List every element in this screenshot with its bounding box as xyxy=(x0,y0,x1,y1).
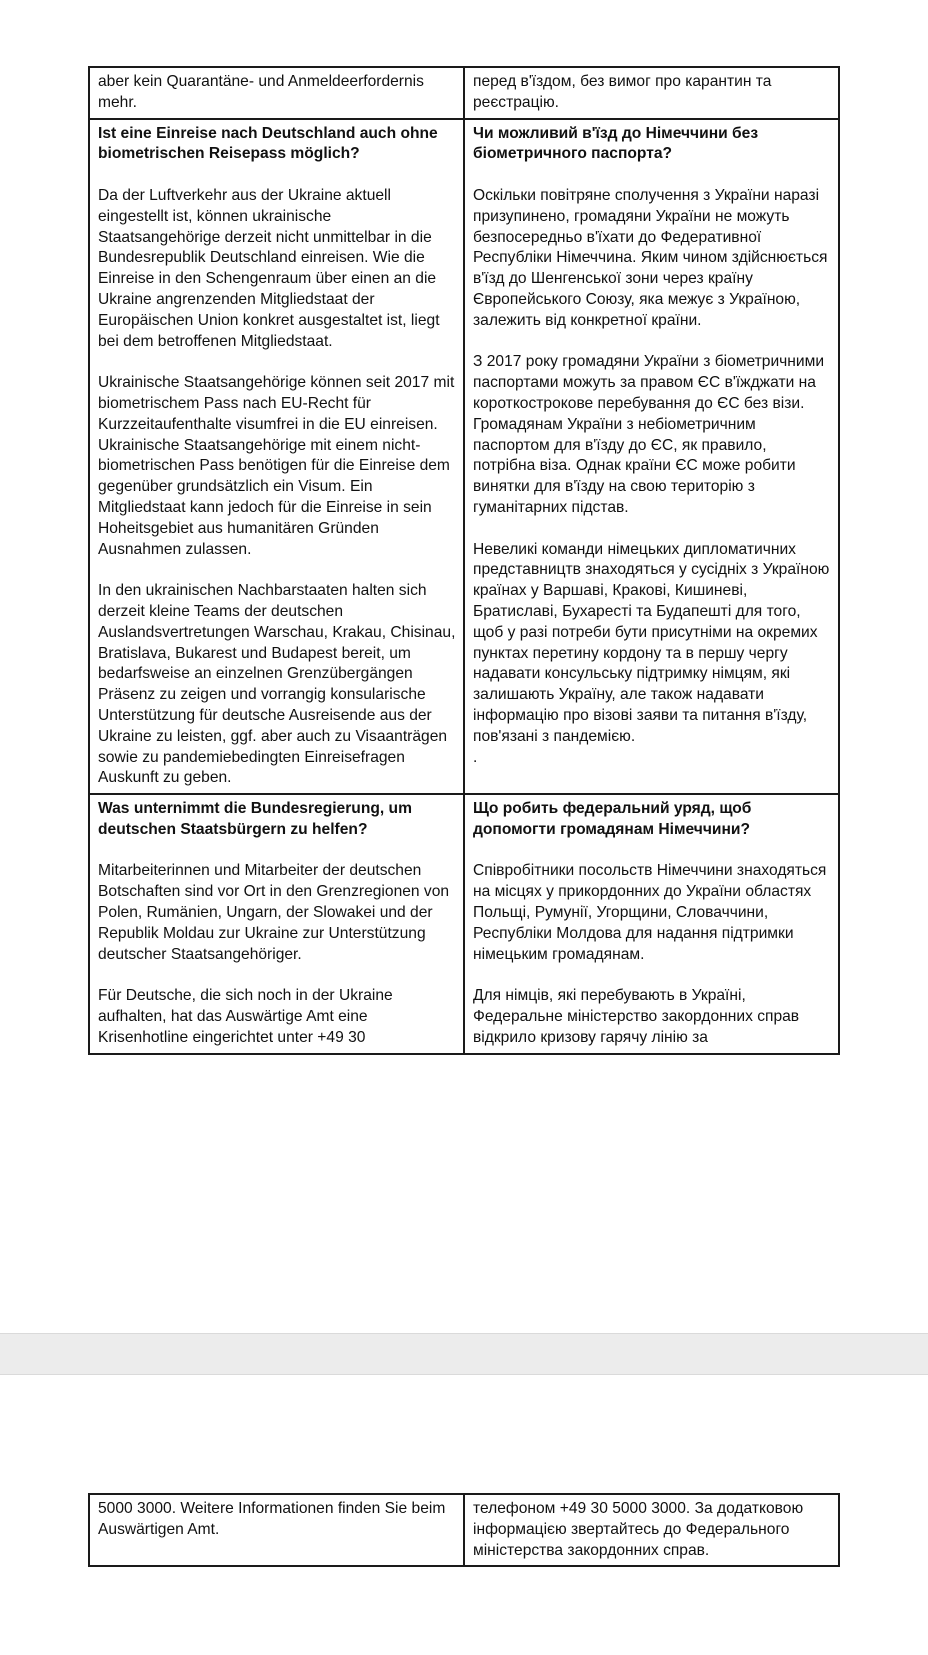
ukrainian-paragraph: Невеликі команди німецьких дипломатичних представництв знаходяться у сусідніх з Україною країнах у Варшаві, Кракові, Кишиневі, Братиславі, Бухаресті та Будапешті для того, щоб у разі потреби бути присутніми на окремих пунктах перетину кордону та в першу чергу надавати консульську підтримку німцям, які залишають Україну, але також надавати інформацію про візові заяви та питання в'їзду, пов'язані з пандемією. xyxy=(473,540,830,745)
ukrainian-cell xyxy=(464,1494,839,1566)
german-paragraph: Für Deutsche, die sich noch in der Ukraine aufhalten, hat das Auswärtige Amt eine Krisenhotline eingerichtet unter +49 30 xyxy=(98,987,393,1046)
german-paragraph: Mitarbeiterinnen und Mitarbeiter der deutschen Botschaften sind vor Ort in den Grenzregionen von Polen, Rumänien, Ungarn, der Slowakei und der Republik Moldau zur Ukraine zur Unterstützung deutscher Staatsangehöriger. xyxy=(98,862,450,963)
ukrainian-paragraph: Для німців, які перебувають в Україні, Федеральне міністерство закордонних справ відкрило кризову гарячу лінію за xyxy=(473,987,800,1046)
ukrainian-question: Що робить федеральний уряд, щоб допомогти громадянам Німеччини? xyxy=(473,800,752,838)
ukrainian-question: Чи можливий в'їзд до Німеччини без біометричного паспорта? xyxy=(473,124,759,163)
german-paragraph: Da der Luftverkehr aus der Ukraine aktuell eingestellt ist, können ukrainische Staatsangehörige derzeit nicht unmittelbar in die Bundesrepublik Deutschland einreisen. Wie die Einreise in den Schengenraum über einen an die Ukraine angrenzenden Mitgliedstaat der Europäischen Union konkret ausgestaltet ist, liegt bei dem betroffenen Mitgliedstaat. xyxy=(98,186,440,350)
ukrainian-paragraph: З 2017 року громадяни України з біометричними паспортами можуть за правом ЄС в'їжджати на короткострокове перебування до ЄС без візи. Громадянам України з небіометричним паспортом для в'їзду до ЄС, як правило, потрібна віза. Однак країни ЄС може робити винятки для в'їзду на свою територію з гуманітарних підстав. xyxy=(473,353,825,516)
ukrainian-paragraph: Оскільки повітряне сполучення з України наразі призупинено, громадяни України не можуть безпосередньо в'їхати до Федеративної Республіки Німеччина. Яким чином здійснюється в'їзд до Шенгенської зони через країну Європейського Союзу, яка межує з Україною, залежить від конкретної країни. xyxy=(473,186,828,329)
table-row xyxy=(89,1494,839,1566)
ukrainian-paragraph: Співробітники посольств Німеччини знаходяться на місцях у прикордонних до України областях Польщі, Румунії, Угорщини, Словаччини, Республіки Молдова для надання підтримки німецьким громадянам. xyxy=(473,862,827,963)
ukrainian-cell xyxy=(464,794,839,1054)
ukrainian-paragraph: . xyxy=(473,748,478,766)
german-cell xyxy=(89,67,464,119)
ukrainian-text: телефоном +49 30 5000 3000. За додатковою інформацією звертайтесь до Федерального міністерства закордонних справ. xyxy=(473,1500,804,1559)
german-question: Ist eine Einreise nach Deutschland auch ohne biometrischen Reisepass möglich? xyxy=(98,124,438,163)
ukrainian-cell xyxy=(464,119,839,795)
ukrainian-cell xyxy=(464,67,839,119)
german-text: aber kein Quarantäne- und Anmeldeerfordernis mehr. xyxy=(98,73,424,111)
translation-table-page1 xyxy=(88,66,840,1055)
german-paragraph: Ukrainische Staatsangehörige können seit 2017 mit biometrischem Pass nach EU-Recht für Kurzzeitaufenthalte visumfrei in die EU einreisen. Ukrainische Staatsangehörige mit einem nicht-biometrischen Pass benötigen für die Einreise dem gegenüber grundsätzlich ein Visum. Ein Mitgliedstaat kann jedoch für die Einreise in sein Hoheitsgebiet aus humanitären Gründen Ausnahmen zulassen. xyxy=(98,374,455,558)
german-cell xyxy=(89,794,464,1054)
translation-table-page2 xyxy=(88,1493,840,1567)
german-question: Was unternimmt die Bundesregierung, um deutschen Staatsbürgern zu helfen? xyxy=(98,800,412,838)
table-row xyxy=(89,119,839,795)
german-text: 5000 3000. Weitere Informationen finden Sie beim Auswärtigen Amt. xyxy=(98,1500,446,1538)
german-cell xyxy=(89,1494,464,1566)
german-cell xyxy=(89,119,464,795)
table-row xyxy=(89,67,839,119)
ukrainian-text: перед в'їздом, без вимог про карантин та реєстрацію. xyxy=(473,73,772,111)
table-row xyxy=(89,794,839,1054)
page-separator xyxy=(0,1333,928,1375)
german-paragraph: In den ukrainischen Nachbarstaaten halten sich derzeit kleine Teams der deutschen Auslandsvertretungen Warschau, Krakau, Chisinau, Bratislava, Bukarest und Budapest bereit, um bedarfsweise an einzelnen Grenzübergängen Präsenz zu zeigen und vorrangig konsularische Unterstützung für deutsche Ausreisende aus der Ukraine zu leisten, ggf. aber auch zu Visaanträgen sowie zu pandemiebedingten Einreisefragen Auskunft zu geben. xyxy=(98,582,456,787)
